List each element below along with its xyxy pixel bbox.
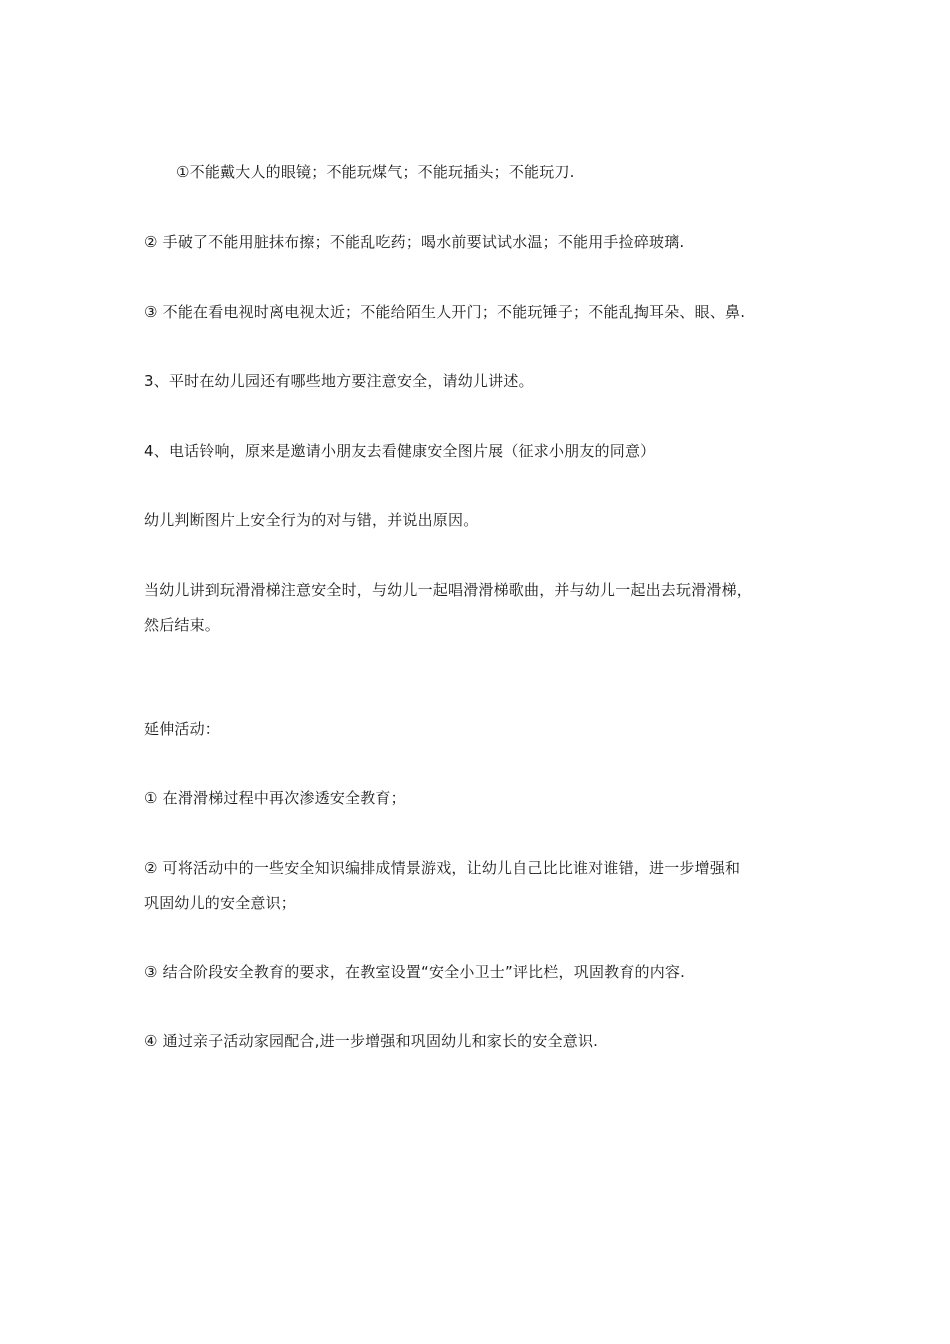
paragraph-judge: 幼儿判断图片上安全行为的对与错，并说出原因。: [144, 511, 479, 529]
extension-item-2-line-2: 巩固幼儿的安全意识；: [144, 894, 297, 912]
extension-item-1: ① 在滑滑梯过程中再次渗透安全教育；: [144, 789, 406, 807]
step-4: 4、电话铃响，原来是邀请小朋友去看健康安全图片展（征求小朋友的同意）: [144, 442, 656, 460]
extension-item-4: ④ 通过亲子活动家园配合,进一步增强和巩固幼儿和家长的安全意识.: [144, 1032, 599, 1050]
rule-item-3: ③ 不能在看电视时离电视太近；不能给陌生人开门；不能玩锤子；不能乱掏耳朵、眼、鼻.: [144, 303, 746, 321]
paragraph-slide-line-2: 然后结束。: [144, 616, 221, 634]
rule-item-2: ② 手破了不能用脏抹布擦；不能乱吃药；喝水前要试试水温；不能用手捡碎玻璃.: [144, 233, 685, 251]
section-heading-extension: 延伸活动：: [144, 720, 221, 738]
step-3: 3、平时在幼儿园还有哪些地方要注意安全，请幼儿讲述。: [144, 372, 534, 390]
rule-item-1: ①不能戴大人的眼镜；不能玩煤气；不能玩插头；不能玩刀.: [176, 163, 575, 181]
extension-item-2-line-1: ② 可将活动中的一些安全知识编排成情景游戏，让幼儿自己比比谁对谁错，进一步增强和: [144, 859, 741, 877]
paragraph-slide-line-1: 当幼儿讲到玩滑滑梯注意安全时，与幼儿一起唱滑滑梯歌曲，并与幼儿一起出去玩滑滑梯，: [144, 581, 753, 599]
extension-item-3: ③ 结合阶段安全教育的要求，在教室设置“安全小卫士”评比栏，巩固教育的内容.: [144, 963, 686, 981]
